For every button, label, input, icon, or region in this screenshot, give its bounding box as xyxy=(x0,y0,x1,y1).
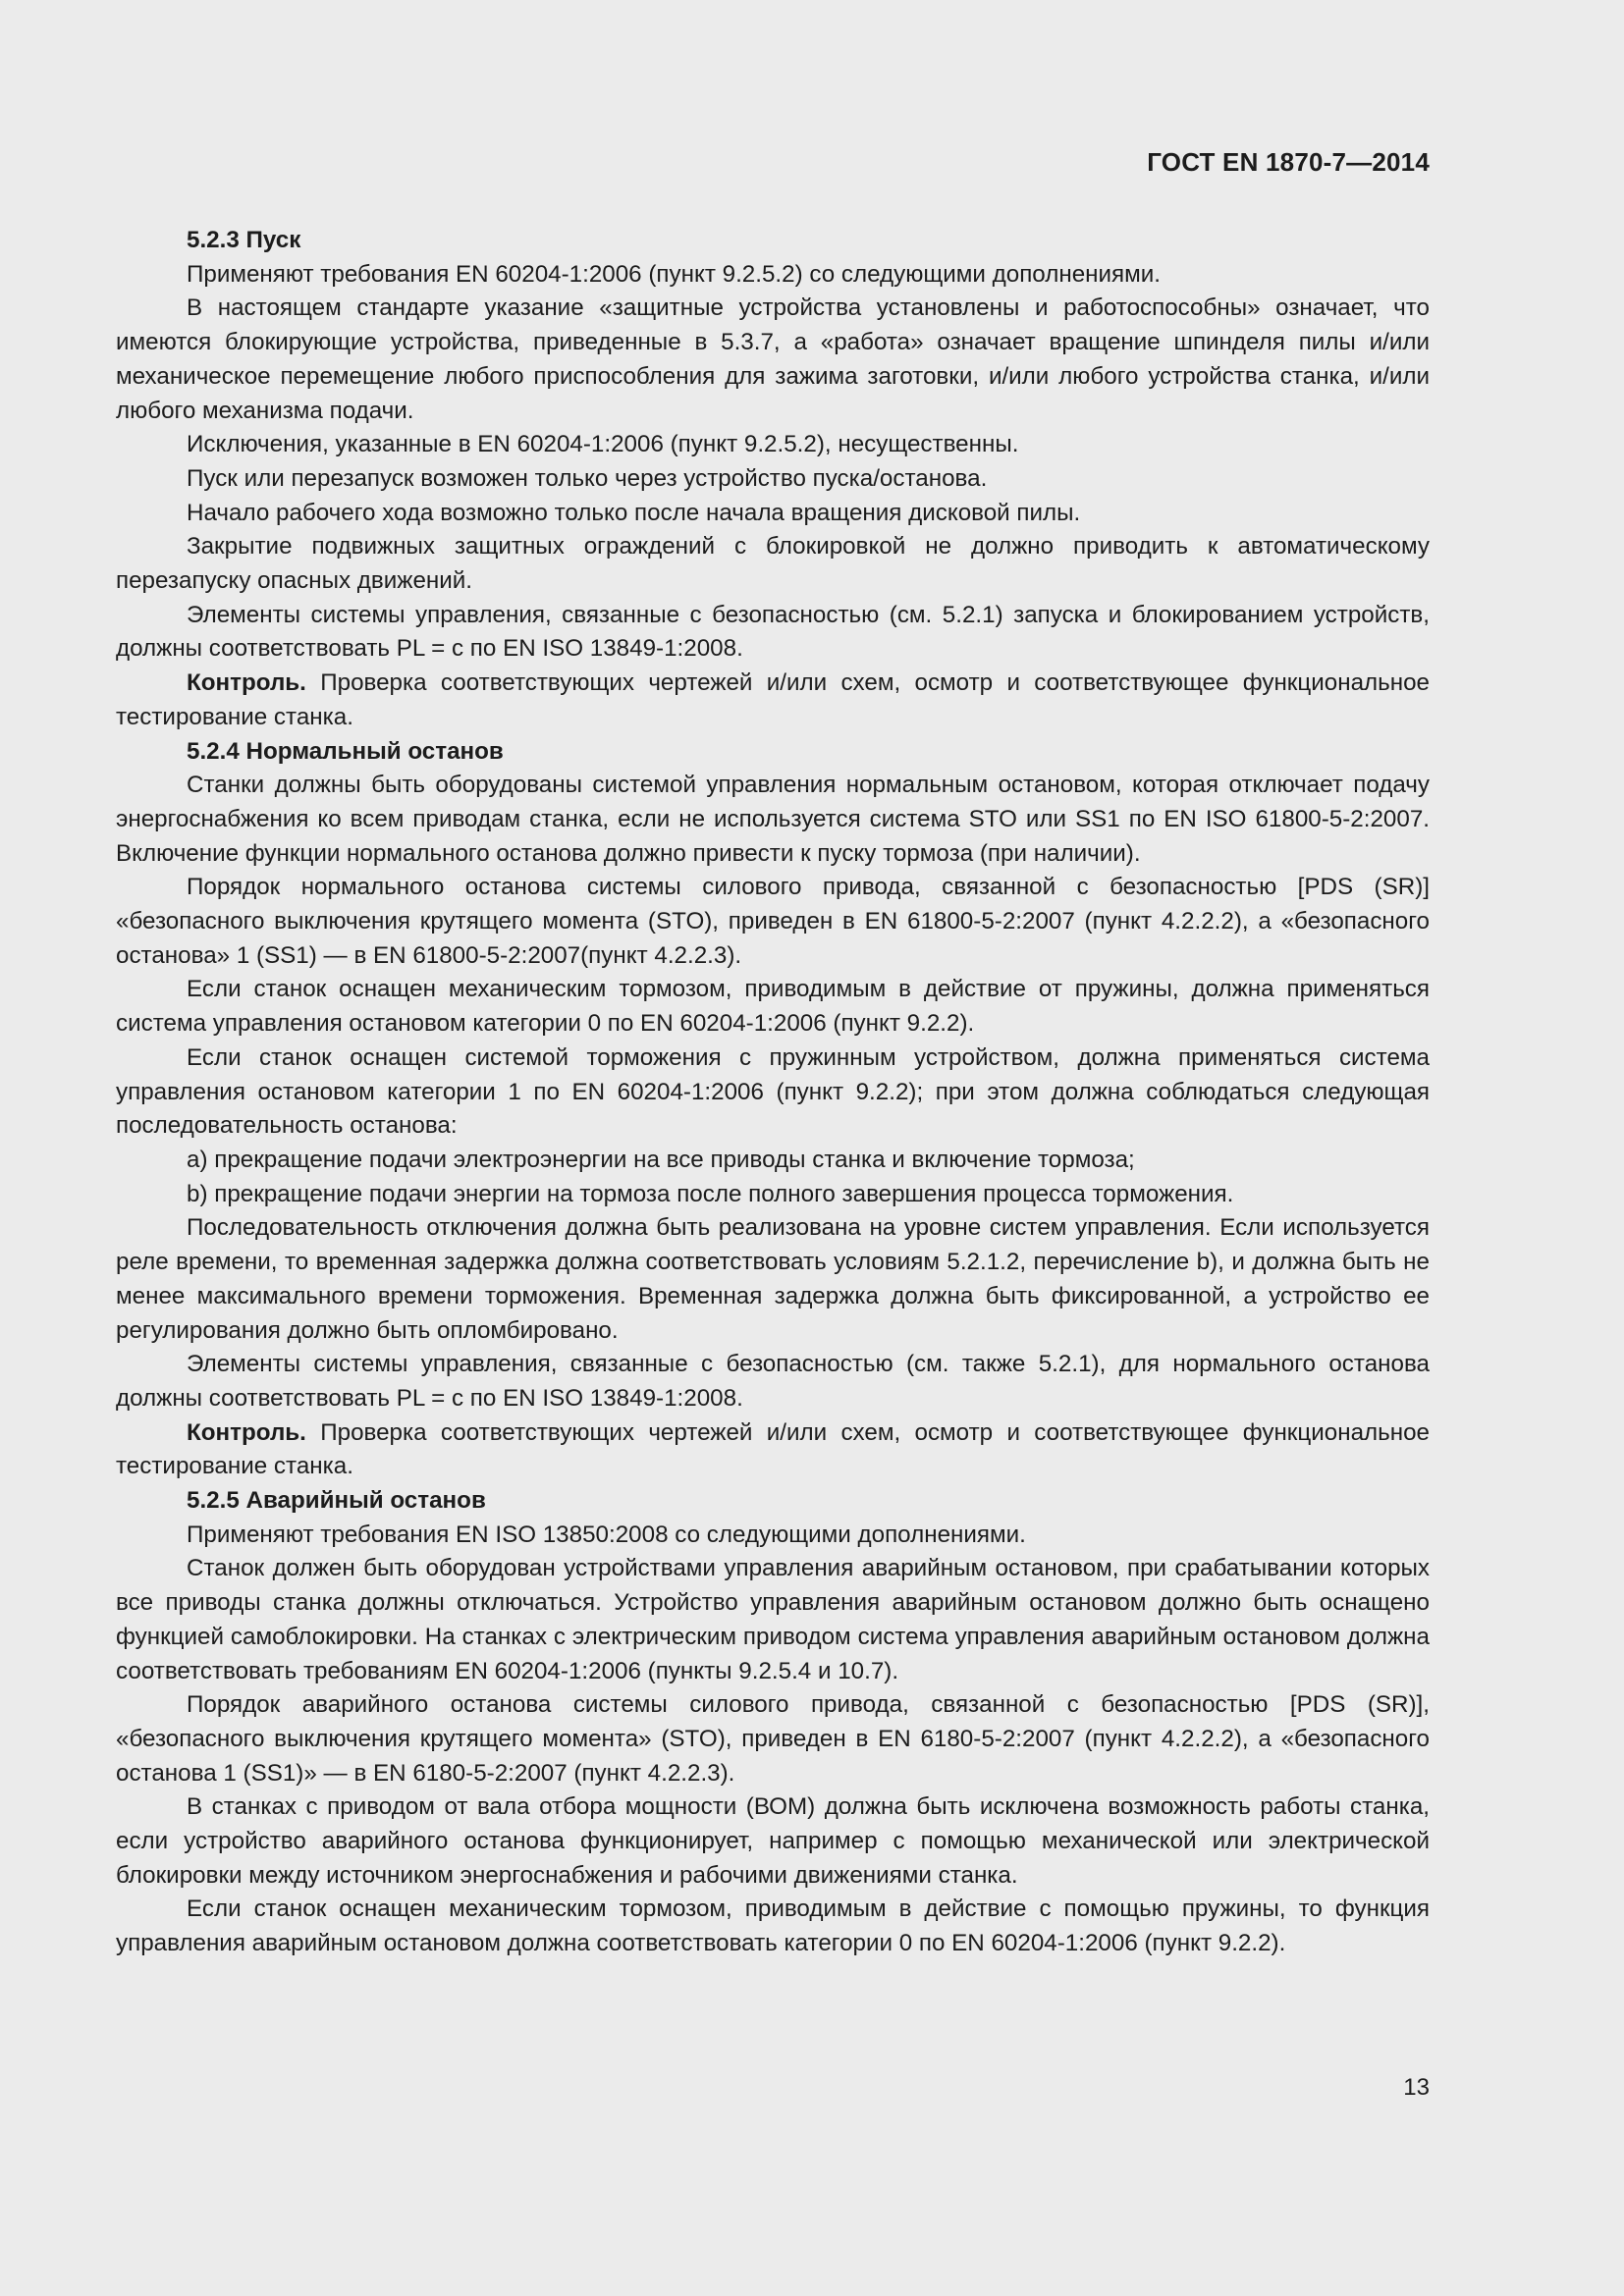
section-heading-5-2-3: 5.2.3 Пуск xyxy=(187,227,301,253)
paragraph: Последовательность отключения должна быть реализована на уровне систем управления. Если используется реле времени, то временная задержка должна соответствовать условиям 5.2.1.2, перечисление b), и должна быть не менее максимального времени торможения. Временная задержка должна быть фиксированной, а устройство ее регулирования должно быть опломбировано. xyxy=(116,1214,1430,1344)
control-text: Проверка соответствующих чертежей и/или схем, осмотр и соответствующее функциональное тестирование станка. xyxy=(116,1418,1430,1480)
paragraph: Применяют требования EN ISO 13850:2008 со следующими дополнениями. xyxy=(187,1521,1026,1548)
paragraph: Пуск или перезапуск возможен только через устройство пуска/останова. xyxy=(187,464,988,492)
paragraph: В настоящем стандарте указание «защитные устройства установлены и работоспособны» означает, что имеются блокирующие устройства, приведенные в 5.3.7, а «работа» означает вращение шпинделя пилы и/или механическое перемещение любого приспособления для зажима заготовки, и/или любого устройства станка, и/или любого механизма подачи. xyxy=(116,294,1430,424)
paragraph: Если станок оснащен системой торможения с пружинным устройством, должна применяться система управления остановом категории 1 по EN 60204-1:2006 (пункт 9.2.2); при этом должна соблюдаться следующая последовательность останова: xyxy=(116,1043,1430,1140)
control-text: Проверка соответствующих чертежей и/или схем, осмотр и соответствующее функциональное тестирование станка. xyxy=(116,669,1430,730)
paragraph: Станки должны быть оборудованы системой управления нормальным остановом, которая отключает подачу энергоснабжения ко всем приводам станка, если не используется система STO или SS1 по EN ISO 61800-5-2:2007. Включение функции нормального останова должно привести к пуску тормоза (при наличии). xyxy=(116,772,1430,867)
paragraph: Исключения, указанные в EN 60204-1:2006 (пункт 9.2.5.2), несущественны. xyxy=(187,431,1019,458)
control-paragraph xyxy=(116,1416,1430,1484)
paragraph: Элементы системы управления, связанные с безопасностью (см. также 5.2.1), для нормального останова должны соответствовать PL = c по EN ISO 13849-1:2008. xyxy=(116,1351,1430,1412)
list-item: a) прекращение подачи электроэнергии на все приводы станка и включение тормоза; xyxy=(187,1146,1135,1173)
page-number: 13 xyxy=(1403,2074,1430,2101)
paragraph: Применяют требования EN 60204-1:2006 (пункт 9.2.5.2) со следующими дополнениями. xyxy=(187,260,1161,288)
paragraph: Закрытие подвижных защитных ограждений с блокировкой не должно приводить к автоматическому перезапуску опасных движений. xyxy=(116,533,1430,595)
paragraph: В станках с приводом от вала отбора мощности (ВОМ) должна быть исключена возможность работы станка, если устройство аварийного останова функционирует, например с помощью механической или электрической блокировки между источником энергоснабжения и рабочими движениями станка. xyxy=(116,1793,1430,1889)
control-lead: Контроль. xyxy=(187,669,306,697)
paragraph: Элементы системы управления, связанные с безопасностью (см. 5.2.1) запуска и блокированием устройств, должны соответствовать PL = c по EN ISO 13849-1:2008. xyxy=(116,601,1430,663)
paragraph: Если станок оснащен механическим тормозом, приводимым в действие с помощью пружины, то функция управления аварийным остановом должна соответствовать категории 0 по EN 60204-1:2006 (пункт 9.2.2). xyxy=(116,1896,1430,1957)
control-paragraph xyxy=(116,667,1430,734)
section-heading-5-2-4: 5.2.4 Нормальный останов xyxy=(187,737,504,765)
paragraph: Если станок оснащен механическим тормозом, приводимым в действие от пружины, должна применяться система управления остановом категории 0 по EN 60204-1:2006 (пункт 9.2.2). xyxy=(116,976,1430,1038)
list-item: b) прекращение подачи энергии на тормоза после полного завершения процесса торможения. xyxy=(187,1180,1234,1207)
paragraph: Начало рабочего хода возможно только после начала вращения дисковой пилы. xyxy=(187,499,1081,526)
paragraph: Станок должен быть оборудован устройствами управления аварийным остановом, при срабатывании которых все приводы станка должны отключаться. Устройство управления аварийным остановом должно быть оснащено функцией самоблокировки. На станках с электрическим приводом система управления аварийным остановом должна соответствовать требованиям EN 60204-1:2006 (пункты 9.2.5.4 и 10.7). xyxy=(116,1555,1430,1684)
document-body xyxy=(116,224,1430,1961)
page-header-doc-code: ГОСТ EN 1870-7—2014 xyxy=(1147,147,1430,177)
paragraph: Порядок нормального останова системы силового привода, связанной с безопасностью [PDS (SR)] «безопасного выключения крутящего момента (STO), приведен в EN 61800-5-2:2007 (пункт 4.2.2.2), а «безопасного останова» 1 (SS1) — в EN 61800-5-2:2007(пункт 4.2.2.3). xyxy=(116,874,1430,969)
section-heading-5-2-5: 5.2.5 Аварийный останов xyxy=(187,1487,486,1515)
control-lead: Контроль. xyxy=(187,1418,306,1446)
paragraph: Порядок аварийного останова системы силового привода, связанной с безопасностью [PDS (SR)], «безопасного выключения крутящего момента» (STO), приведен в EN 6180-5-2:2007 (пункт 4.2.2.2), а «безопасного останова 1 (SS1)» — в EN 6180-5-2:2007 (пункт 4.2.2.3). xyxy=(116,1691,1430,1787)
